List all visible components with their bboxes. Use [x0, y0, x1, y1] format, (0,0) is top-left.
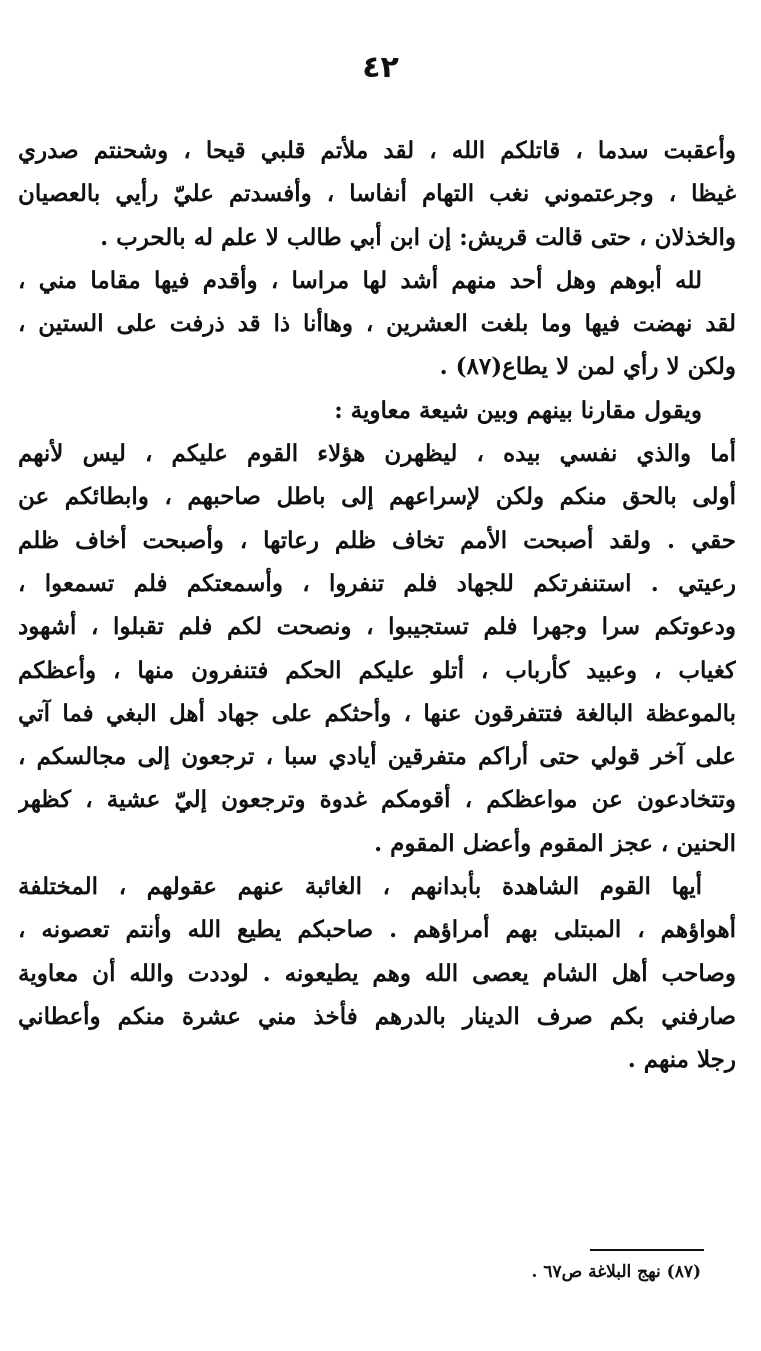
- text-line: وصاحب أهل الشام يعصى الله وهم يطيعونه . لوددت والله أن معاوية: [18, 959, 736, 987]
- text-line: غيظا ، وجرعتموني نغب التهام أنفاسا ، وأفسدتم عليّ رأيي بالعصيان: [18, 180, 736, 208]
- text-line: لله أبوهم وهل أحد منهم أشد لها مراسا ، وأقدم فيها مقاما مني ،: [18, 266, 702, 294]
- text-line: صارفني بكم صرف الدينار بالدرهم فأخذ مني عشرة منكم وأعطاني: [18, 1002, 736, 1030]
- text-line: رجلا منهم .: [627, 1046, 736, 1074]
- footnote-divider: [590, 1249, 704, 1251]
- text-line: على آخر قولي حتى أراكم متفرقين أيادي سبا ، ترجعون إلى مجالسكم ،: [18, 743, 736, 771]
- body-text: [18, 129, 736, 1082]
- page-number: ٤٢: [362, 50, 399, 85]
- footnote: (٨٧) نهج البلاغة ص٦٧ .: [531, 1262, 701, 1282]
- text-line: كغياب ، وعبيد كأرباب ، أتلو عليكم الحكم فتنفرون منها ، وأعظكم: [18, 656, 736, 684]
- text-line: ودعوتكم سرا وجهرا فلم تستجيبوا ، ونصحت لكم فلم تقبلوا ، أشهود: [18, 613, 736, 641]
- text-line: وتتخادعون عن مواعظكم ، أقومكم غدوة وترجعون إليّ عشية ، كظهر: [18, 786, 736, 814]
- text-line: بالموعظة البالغة فتتفرقون عنها ، وأحثكم على جهاد أهل البغي فما آتي: [18, 699, 736, 727]
- text-line: والخذلان ، حتى قالت قريش: إن ابن أبي طالب لا علم له بالحرب .: [100, 223, 736, 251]
- text-line: ولكن لا رأي لمن لا يطاع(٨٧) .: [439, 353, 736, 381]
- text-line: لقد نهضت فيها وما بلغت العشرين ، وهاأنا ذا قد ذرفت على الستين ،: [18, 310, 736, 338]
- text-line: وأعقبت سدما ، قاتلكم الله ، لقد ملأتم قلبي قيحا ، وشحنتم صدري: [18, 137, 736, 164]
- text-line: أهواؤهم ، المبتلى بهم أمراؤهم . صاحبكم يطيع الله وأنتم تعصونه ،: [18, 916, 736, 944]
- text-line: رعيتي . استنفرتكم للجهاد فلم تنفروا ، وأسمعتكم فلم تسمعوا ،: [18, 569, 736, 597]
- text-line: أيها القوم الشاهدة بأبدانهم ، الغائبة عنهم عقولهم ، المختلفة: [18, 873, 702, 901]
- text-line: أولى بالحق منكم ولكن لإسراعهم إلى باطل صاحبهم ، وابطائكم عن: [18, 483, 736, 511]
- text-line: الحنين ، عجز المقوم وأعضل المقوم .: [374, 829, 736, 857]
- text-line: ويقول مقارنا بينهم وبين شيعة معاوية :: [334, 396, 702, 424]
- text-line: أما والذي نفسي بيده ، ليظهرن هؤلاء القوم عليكم ، ليس لأنهم: [18, 440, 736, 468]
- text-line: حقي . ولقد أصبحت الأمم تخاف ظلم رعاتها ، وأصبحت أخاف ظلم: [18, 526, 736, 554]
